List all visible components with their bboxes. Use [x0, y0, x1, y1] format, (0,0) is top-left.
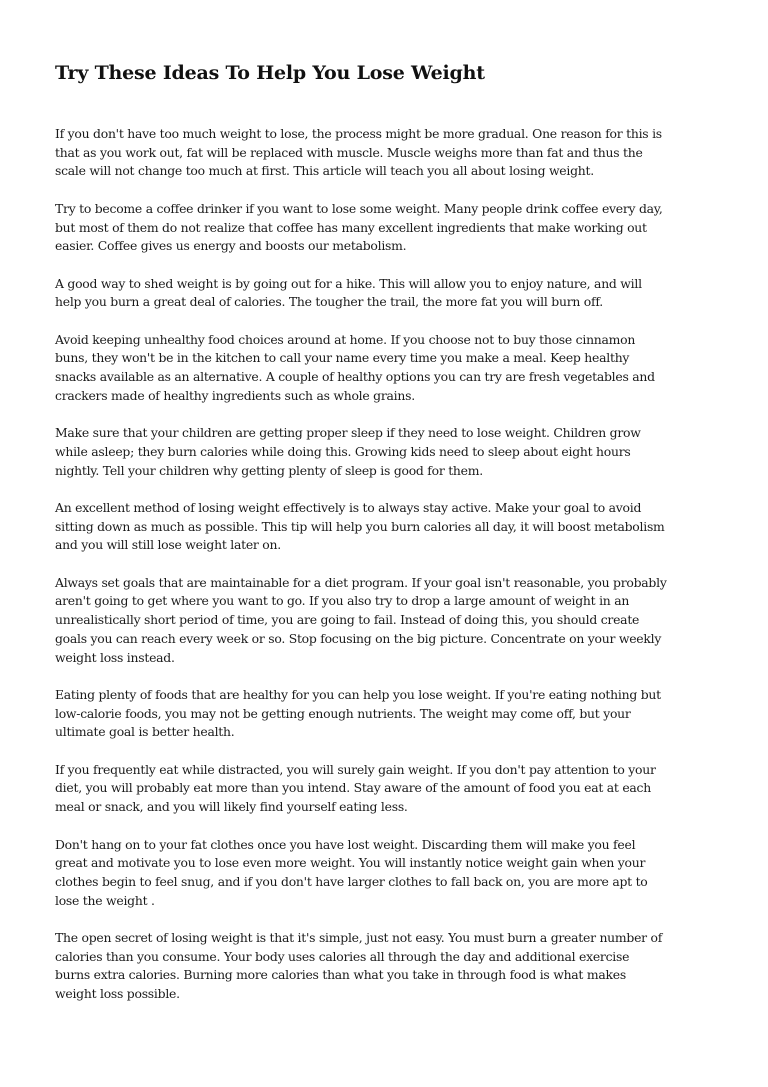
paragraph-line: Always set goals that are maintainable for a diet program. If your goal isn't reasonable, you probably [55, 574, 667, 590]
paragraph [55, 275, 735, 312]
paragraph [55, 929, 735, 1004]
paragraph-line: unrealistically short period of time, you are going to fail. Instead of doing this, you should create [55, 612, 640, 628]
paragraph-line: crackers made of healthy ingredients such as whole grains. [55, 387, 415, 403]
paragraph-line: diet, you will probably eat more than you intend. Stay aware of the amount of food you eat at each [55, 780, 651, 796]
paragraph-line: easier. Coffee gives us energy and boosts our metabolism. [55, 238, 407, 254]
paragraph-line: weight loss instead. [55, 649, 175, 665]
paragraph-line: but most of them do not realize that coffee has many excellent ingredients that make working out [55, 219, 647, 235]
paragraph-line: great and motivate you to lose even more weight. You will instantly notice weight gain when your [55, 855, 646, 871]
paragraph-line: lose the weight . [55, 892, 155, 908]
paragraph-line: Eating plenty of foods that are healthy for you can help you lose weight. If you're eating nothing but [55, 686, 661, 702]
document-page [55, 60, 735, 1023]
document-body [55, 125, 735, 1004]
paragraph-line: The open secret of losing weight is that it's simple, just not easy. You must burn a greater number of [55, 930, 663, 946]
paragraph [55, 424, 735, 480]
paragraph-line: buns, they won't be in the kitchen to call your name every time you make a meal. Keep healthy [55, 350, 630, 366]
paragraph-line: burns extra calories. Burning more calories than what you take in through food is what makes [55, 967, 626, 983]
paragraph-line: calories than you consume. Your body uses calories all through the day and additional exercise [55, 948, 630, 964]
paragraph [55, 574, 735, 668]
document-title: Try These Ideas To Help You Lose Weight [55, 62, 485, 84]
paragraph [55, 331, 735, 406]
paragraph-line: sitting down as much as possible. This tip will help you burn calories all day, it will boost metabolism [55, 518, 665, 534]
paragraph-line: clothes begin to feel snug, and if you don't have larger clothes to fall back on, you are more apt to [55, 873, 648, 889]
paragraph-line: meal or snack, and you will likely find yourself eating less. [55, 799, 408, 815]
paragraph-line: that as you work out, fat will be replaced with muscle. Muscle weighs more than fat and thus the [55, 144, 643, 160]
paragraph-line: Try to become a coffee drinker if you want to lose some weight. Many people drink coffee every day, [55, 200, 663, 216]
paragraph-line: ultimate goal is better health. [55, 724, 235, 740]
paragraph-line: Avoid keeping unhealthy food choices around at home. If you choose not to buy those cinnamon [55, 331, 636, 347]
paragraph-line: If you don't have too much weight to lose, the process might be more gradual. One reason for this is [55, 126, 662, 141]
paragraph-line: If you frequently eat while distracted, you will surely gain weight. If you don't pay attention to your [55, 761, 656, 777]
paragraph-line: scale will not change too much at first. This article will teach you all about losing weight. [55, 163, 594, 179]
paragraph [55, 686, 735, 742]
paragraph-line: while asleep; they burn calories while doing this. Growing kids need to sleep about eight hours [55, 443, 631, 459]
paragraph-line: weight loss possible. [55, 986, 180, 1002]
paragraph-line: A good way to shed weight is by going out for a hike. This will allow you to enjoy nature, and will [55, 275, 642, 291]
paragraph [55, 836, 735, 911]
paragraph [55, 125, 735, 181]
paragraph [55, 761, 735, 817]
paragraph-line: goals you can reach every week or so. Stop focusing on the big picture. Concentrate on your weekly [55, 630, 662, 646]
paragraph-line: An excellent method of losing weight effectively is to always stay active. Make your goal to avoid [55, 499, 642, 515]
paragraph [55, 200, 735, 256]
paragraph-line: snacks available as an alternative. A couple of healthy options you can try are fresh vegetables and [55, 369, 655, 385]
paragraph-line: Make sure that your children are getting proper sleep if they need to lose weight. Children grow [55, 425, 641, 441]
paragraph-line: nightly. Tell your children why getting plenty of sleep is good for them. [55, 462, 483, 478]
paragraph-line: aren't going to get where you want to go. If you also try to drop a large amount of weight in an [55, 593, 630, 609]
paragraph-line: and you will still lose weight later on. [55, 537, 281, 553]
paragraph-line: low-calorie foods, you may not be getting enough nutrients. The weight may come off, but your [55, 705, 631, 721]
paragraph-line: help you burn a great deal of calories. The tougher the trail, the more fat you will burn off. [55, 294, 603, 310]
paragraph-line: Don't hang on to your fat clothes once you have lost weight. Discarding them will make you feel [55, 836, 636, 852]
paragraph [55, 499, 735, 555]
